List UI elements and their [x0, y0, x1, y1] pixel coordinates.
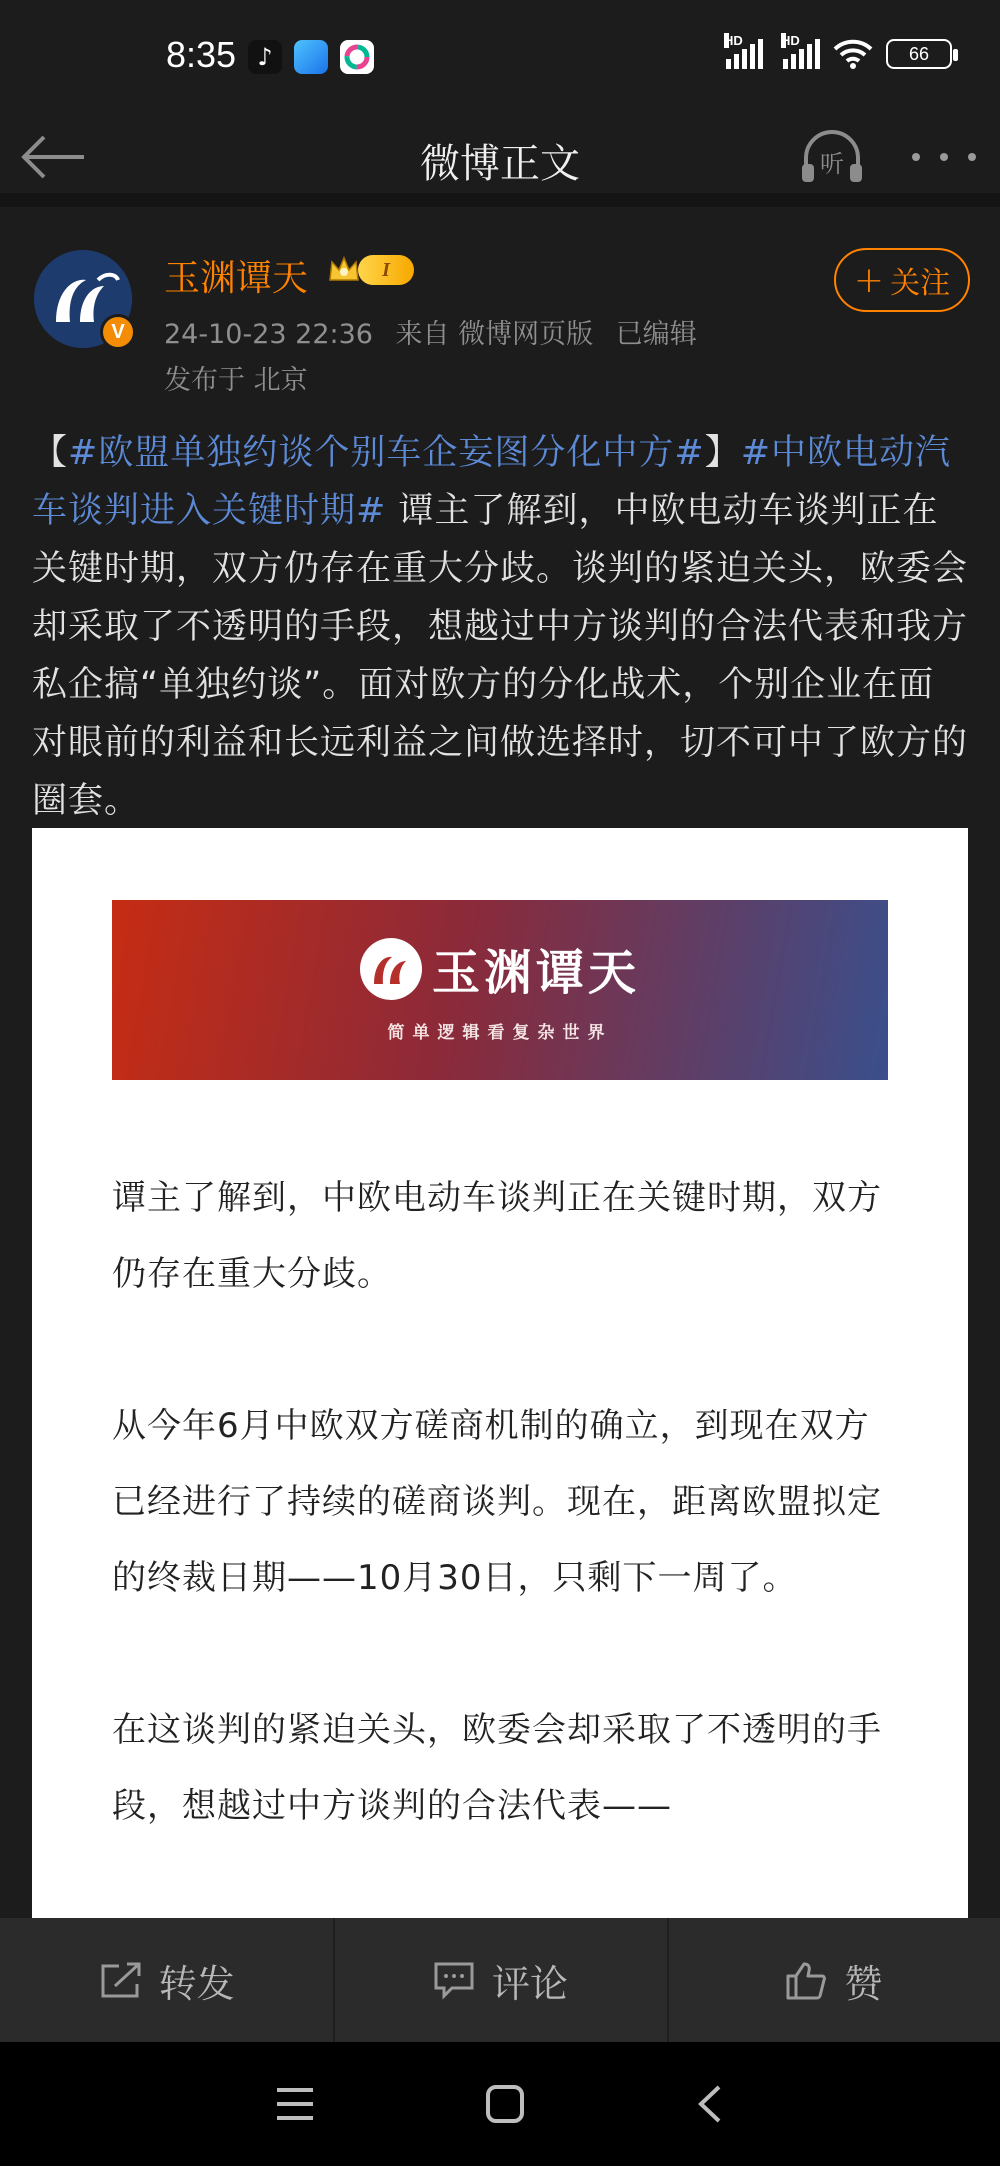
status-bar [0, 0, 1000, 112]
system-navigation-bar [0, 2042, 1000, 2166]
cloud-app-icon [294, 40, 328, 74]
status-time: 8:35 [166, 34, 237, 75]
like-label: 赞 [844, 1961, 883, 2006]
more-dot [912, 153, 920, 161]
article-card[interactable] [32, 828, 968, 1918]
bracket-open: 【 [32, 433, 69, 473]
repost-label: 转发 [158, 1961, 235, 2006]
article-paragraph: 谭主了解到，中欧电动车谈判正在关键时期，双方仍存在重大分歧。 [112, 1178, 882, 1294]
thumbs-up-icon [784, 1960, 828, 2000]
article-banner [112, 900, 888, 1080]
post-location: 发布于 北京 [164, 365, 308, 396]
post-text [32, 424, 968, 830]
topic-link[interactable]: #中欧电动汽车谈判进入关键时期# [32, 433, 952, 531]
top-navigation-bar [0, 112, 1000, 207]
like-button[interactable] [667, 1918, 1000, 2042]
topic-link[interactable]: #欧盟单独约谈个别车企妄图分化中方# [68, 433, 705, 473]
crown-icon [326, 252, 362, 288]
headphones-icon [798, 124, 866, 192]
comment-icon [432, 1960, 476, 2000]
tiktok-icon: ♪ [248, 40, 282, 74]
action-bar [0, 1918, 1000, 2042]
more-dot [968, 153, 976, 161]
page-title: 微博正文 [420, 141, 580, 187]
repost-button[interactable] [0, 1918, 333, 2042]
banner-slogan: 简单逻辑看复杂世界 [387, 1023, 613, 1043]
more-dot [940, 153, 948, 161]
share-icon [99, 1960, 143, 2000]
follow-label: 关注 [890, 266, 951, 301]
wifi-icon [832, 38, 874, 70]
status-app-icons [248, 40, 374, 74]
article-paragraph: 从今年6月中欧双方磋商机制的确立，到现在双方已经进行了持续的磋商谈判。现在，距离欧盟拟定的终裁日期——10月30日，只剩下一周了。 [112, 1406, 882, 1598]
back-nav-icon[interactable] [695, 2084, 725, 2124]
more-options-button[interactable] [912, 132, 976, 182]
battery-icon: 66 [886, 39, 952, 69]
level-tag: I [358, 255, 414, 285]
verified-badge: V [100, 314, 136, 350]
listen-button[interactable] [798, 124, 866, 192]
brand-mark-icon [360, 938, 422, 1000]
banner-title: 玉渊谭天 [431, 945, 640, 1001]
signal-icon: HD [783, 39, 820, 69]
plus-icon: + [853, 259, 885, 301]
color-app-icon [340, 40, 374, 74]
menu-icon[interactable] [275, 2086, 315, 2122]
bracket-close: 】 [704, 433, 741, 473]
post-date: 24-10-23 22:36 [164, 319, 373, 350]
banner-logo [112, 934, 888, 1003]
article-paragraph: 在这谈判的紧迫关头，欧委会却采取了不透明的手段，想越过中方谈判的合法代表—— [112, 1710, 882, 1826]
author-name[interactable]: 玉渊谭天 [164, 258, 309, 299]
post-edited-label: 已编辑 [615, 319, 697, 350]
member-badge[interactable] [326, 252, 414, 288]
post-source: 来自 微博网页版 [395, 319, 594, 350]
comment-button[interactable] [333, 1918, 666, 2042]
post-meta [164, 312, 711, 351]
signal-icon: HD [726, 39, 763, 69]
listen-label: 听 [820, 150, 844, 178]
follow-button[interactable] [834, 248, 970, 312]
post-body-text: 谭主了解到，中欧电动车谈判正在关键时期，双方仍存在重大分歧。谈判的紧迫关头，欧委会却采取了不透明的手段，想越过中方谈判的合法代表和我方私企搞“单独约谈”。面对欧方的分化战术，个别企业在面对眼前的利益和长远利益之间做选择时，切不可中了欧方的圈套。 [32, 491, 969, 821]
home-icon[interactable] [485, 2084, 525, 2124]
article-body [112, 1160, 892, 1918]
status-indicators [724, 33, 952, 70]
comment-label: 评论 [491, 1961, 568, 2006]
